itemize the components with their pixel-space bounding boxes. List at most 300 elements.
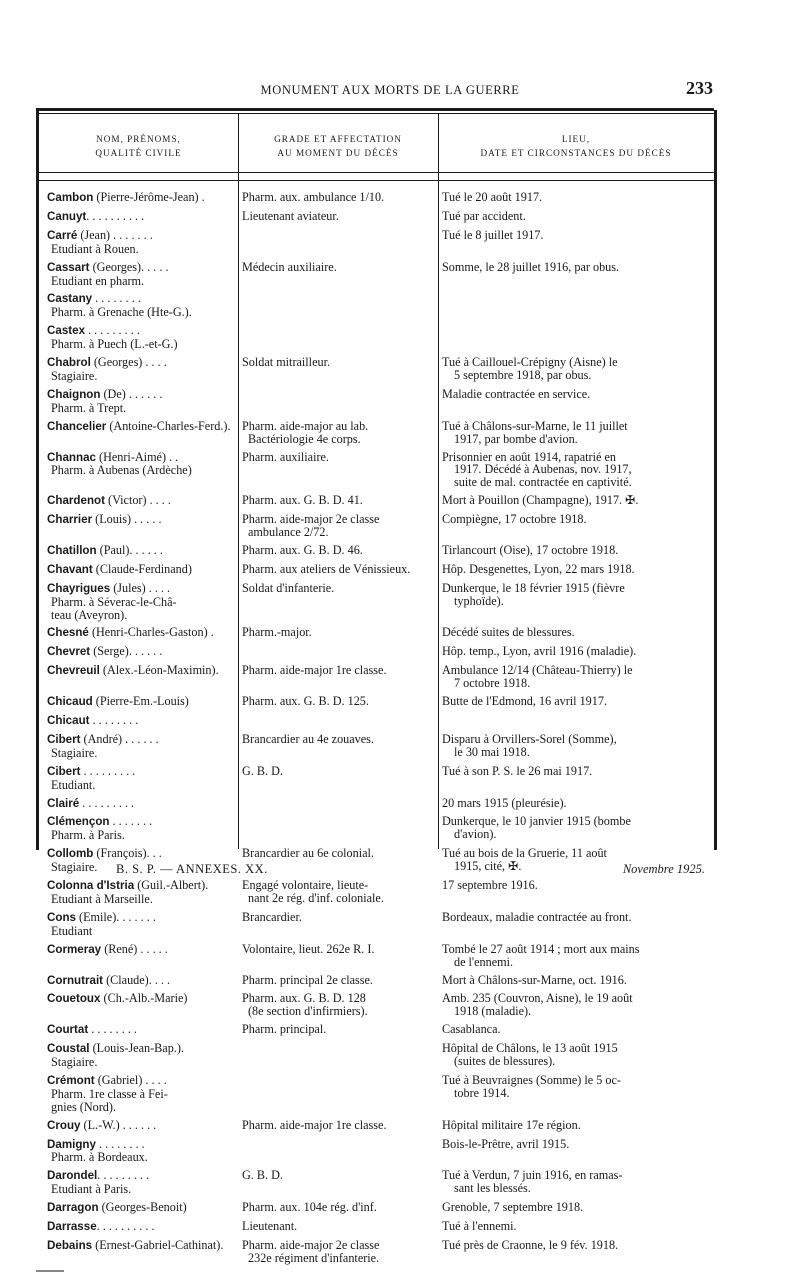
grade-line: nant 2e rég. d'inf. coloniale. [248,890,384,905]
place-line: Mort à Pouillon (Champagne), 1917. ✠. [442,493,639,508]
surname: Darondel [47,1169,98,1183]
place-cell [438,879,714,906]
place-cell [438,1239,714,1265]
grade-line: Pharm. aux. G. B. D. 46. [242,542,363,557]
place-cell [438,1074,714,1114]
grade-line: Pharm. aux. 104e rég. d'inf. [242,1200,377,1215]
name-cell [39,544,238,558]
given-names: (Antoine-Charles-Ferd.). [106,418,231,433]
place-line: sant les blessés. [454,1181,531,1196]
civil-quality: Stagiaire. [51,745,98,760]
surname: Darrasse [47,1220,97,1234]
page-number: 233 [686,78,713,98]
given-names: (Emile). . . . . . . [75,909,156,924]
given-names: (Georges). . . . . [89,259,169,274]
grade-cell [238,451,438,490]
grade-line: Pharm. principal 2e classe. [242,972,373,987]
given-names: (Ernest-Gabriel-Cathinat). [92,1238,224,1252]
place-line: Tué à Caillouel-Crépigny (Aisne) le [442,355,618,370]
place-cell [438,494,714,508]
given-names: (Georges-Benoit) [98,1200,187,1215]
place-line: 1917, par bombe d'avion. [454,431,578,446]
place-line: Mort à Châlons-sur-Marne, oct. 1916. [442,972,627,987]
surname: Cornutrait [47,973,104,987]
civil-quality: Etudiant à Marseille. [51,891,153,906]
grade-cell [238,210,438,224]
name-cell [39,1239,238,1265]
table-row [39,733,714,760]
place-line: Tirlancourt (Oise), 17 octobre 1918. [442,542,619,557]
place-cell [438,582,714,622]
table-row [39,261,714,288]
place-cell [438,974,714,988]
civil-quality: Etudiant en pharm. [51,273,145,288]
surname: Cibert [47,732,81,746]
column-header-place: LIEU, DATE ET CIRCONSTANCES DU DÉCÈS [480,134,672,158]
name-cell [39,494,238,508]
place-line: Maladie contractée en service. [442,386,591,401]
place-cell [438,513,714,539]
place-line: 5 septembre 1918, par obus. [454,367,592,382]
place-line: Disparu à Orvillers-Sorel (Somme), [442,731,617,746]
given-names: (Henri-Charles-Gaston) . [88,625,214,640]
place-line: 1915, cité, ✠. [454,859,522,874]
grade-cell [238,992,438,1018]
place-line: tobre 1914. [454,1085,510,1100]
given-names: (Jules) . . . . [110,580,171,595]
grade-cell [238,582,438,622]
surname: Chardenot [47,494,105,508]
place-line: Tué par accident. [442,208,526,223]
grade-line: Pharm. auxiliaire. [242,449,329,464]
surname: Chavant [47,562,93,576]
given-names: (André) . . . . . . [80,731,159,746]
grade-line: Volontaire, lieut. 262e R. I. [242,941,375,956]
table-row [39,229,714,256]
surname: Chatillon [47,543,97,557]
table-row [39,1239,714,1265]
civil-quality: Pharm. à Séverac-le-Châ- [51,594,177,609]
grade-line: G. B. D. [242,1168,283,1183]
grade-cell [238,191,438,205]
civil-quality: Stagiaire. [51,368,98,383]
name-cell [39,765,238,792]
place-line: Tué le 20 août 1917. [442,190,543,204]
surname: Debains [47,1239,93,1252]
grade-cell [238,695,438,709]
civil-quality: Stagiaire. [51,860,98,875]
table-row [39,765,714,792]
place-line: Tué au bois de la Gruerie, 11 août [442,846,607,861]
table-row [39,1201,714,1215]
grade-line: Soldat d'infanterie. [242,580,335,595]
given-names: (Pierre-Jérôme-Jean) . [93,190,205,204]
place-cell [438,714,714,728]
table-row [39,1023,714,1037]
table-row [39,797,714,811]
place-cell [438,1201,714,1215]
grade-cell [238,974,438,988]
name-cell [39,733,238,760]
place-line: Grenoble, 7 septembre 1918. [442,1200,584,1215]
place-line: Somme, le 28 juillet 1916, par obus. [442,259,620,274]
name-cell [39,626,238,640]
place-cell [438,664,714,690]
table-row [39,879,714,906]
name-cell [39,1169,238,1196]
surname: Clairé [47,796,80,810]
table-row [39,544,714,558]
grade-cell [238,356,438,383]
table-row [39,1119,714,1133]
given-names: . . . . . . . . [88,1022,137,1037]
place-cell [438,1169,714,1196]
place-cell [438,645,714,659]
place-line: Tué à Verdun, 7 juin 1916, en ramas- [442,1168,623,1183]
place-line: 1917. Décédé à Aubenas, nov. 1917, [454,462,632,477]
given-names: . . . . . . . . . . [96,1219,155,1234]
civil-quality: Pharm. à Bordeaux. [51,1150,148,1165]
table-row [39,420,714,446]
grade-cell [238,879,438,906]
given-names: (Georges) . . . . [90,355,167,370]
surname: Castany [47,292,93,306]
surname: Clémençon [47,815,110,829]
given-names: (L.-W.) . . . . . . [80,1117,157,1132]
place-line: 1918 (maladie). [454,1004,532,1019]
grade-line: Pharm.-major. [242,625,312,640]
civil-quality: Pharm. à Paris. [51,828,125,843]
grade-cell [238,324,438,351]
given-names: . . . . . . . . . [85,323,140,338]
header-separator [39,172,714,173]
name-cell [39,797,238,811]
name-cell [39,229,238,256]
grade-cell [238,563,438,577]
place-line: Tué à Châlons-sur-Marne, le 11 juillet [442,418,628,433]
name-cell [39,1042,238,1069]
grade-cell [238,292,438,319]
name-cell [39,191,238,205]
civil-quality: gnies (Nord). [51,1099,116,1114]
given-names: (Serge). . . . . . [90,644,163,659]
civil-quality: Stagiaire. [51,1055,98,1070]
table-row [39,1169,714,1196]
name-cell [39,356,238,383]
name-cell [39,210,238,224]
grade-line: Lieutenant. [242,1219,298,1234]
place-line: suite de mal. contractée en captivité. [454,475,632,490]
grade-cell [238,1239,438,1265]
civil-quality: teau (Aveyron). [51,607,128,622]
table-row [39,210,714,224]
grade-cell [238,626,438,640]
place-cell [438,797,714,811]
civil-quality: Pharm. à Trept. [51,400,127,415]
name-cell [39,292,238,319]
surname: Cambon [47,191,94,204]
table-row [39,563,714,577]
civil-quality: Pharm. à Grenache (Hte-G.). [51,305,192,320]
given-names: (Gabriel) . . . . [94,1072,167,1087]
name-cell [39,1023,238,1037]
place-line: Hôpital militaire 17e région. [442,1117,581,1132]
surname: Chicaud [47,695,93,709]
table-row [39,1042,714,1069]
grade-cell [238,1023,438,1037]
table-row [39,714,714,728]
grade-cell [238,1201,438,1215]
table-row [39,513,714,539]
surname: Castex [47,324,86,338]
grade-line: Pharm. aux. G. B. D. 125. [242,694,369,709]
name-cell [39,645,238,659]
grade-cell [238,544,438,558]
place-cell [438,1119,714,1133]
grade-line: Pharm. aux. ambulance 1/10. [242,190,385,204]
given-names: (Jean) . . . . . . . [77,227,153,242]
table-row [39,582,714,622]
place-cell [438,451,714,490]
place-cell [438,815,714,842]
grade-line: Bactériologie 4e corps. [248,431,361,446]
place-line: Ambulance 12/14 (Château-Thierry) le [442,663,633,678]
name-cell [39,879,238,906]
grade-line: ambulance 2/72. [248,525,329,540]
civil-quality: Pharm. à Aubenas (Ardèche) [51,463,192,478]
grade-line: Pharm. aux. G. B. D. 41. [242,493,363,508]
surname: Chevret [47,645,91,659]
place-line: Bois-le-Prêtre, avril 1915. [442,1136,570,1151]
column-header-grade: GRADE ET AFFECTATION AU MOMENT DU DÉCÈS [274,134,402,158]
place-line: Compiègne, 17 octobre 1918. [442,512,587,527]
place-cell [438,733,714,760]
name-cell [39,911,238,938]
grade-cell [238,797,438,811]
name-cell [39,563,238,577]
name-cell [39,451,238,490]
table-row [39,974,714,988]
grade-line: Pharm. aide-major 2e classe [242,512,380,527]
table-row [39,943,714,969]
given-names: (Paul). . . . . . [96,542,163,557]
place-line: Dunkerque, le 10 janvier 1915 (bombe [442,814,631,829]
grade-line: Pharm. aux. G. B. D. 128 [242,991,366,1006]
page-corner-mark [36,1270,64,1272]
surname: Damigny [47,1137,96,1151]
place-line: Amb. 235 (Couvron, Aisne), le 19 août [442,991,633,1006]
grade-line: Pharm. principal. [242,1022,327,1037]
given-names: (Louis-Jean-Bap.). [89,1041,184,1056]
given-names: (Claude-Ferdinand) [92,561,192,576]
place-line: Hôp. temp., Lyon, avril 1916 (maladie). [442,644,637,659]
surname: Cassart [47,260,90,274]
given-names: (Alex.-Léon-Maximin). [99,663,219,678]
place-line: Tombé le 27 août 1914 ; mort aux mains [442,941,640,956]
table-row [39,1220,714,1234]
place-line: Hôpital de Châlons, le 13 août 1915 [442,1041,618,1056]
surname: Chancelier [47,419,107,433]
given-names: (De) . . . . . . [100,386,163,401]
grade-line: G. B. D. [242,763,283,778]
grade-line: Soldat mitrailleur. [242,355,331,370]
place-line: Dunkerque, le 18 février 1915 (fièvre [442,580,625,595]
grade-cell [238,765,438,792]
grade-line: Pharm. aide-major 2e classe [242,1238,380,1252]
table-row [39,388,714,415]
surname: Chesné [47,626,89,640]
given-names: (Ch.-Alb.-Marie) [100,991,188,1006]
grade-cell [238,664,438,690]
place-cell [438,324,714,351]
table-row [39,191,714,205]
entries-table [39,191,714,1265]
grade-cell [238,229,438,256]
surname: Colonna d'Istria [47,879,135,893]
place-cell [438,695,714,709]
given-names: . . . . . . . [109,814,153,829]
surname: Channac [47,450,96,464]
surname: Darragon [47,1201,99,1215]
name-cell [39,1220,238,1234]
table-row [39,324,714,351]
grade-line: Médecin auxiliaire. [242,259,337,274]
grade-cell [238,1138,438,1165]
grade-cell [238,513,438,539]
surname: Collomb [47,847,94,861]
place-cell [438,1042,714,1069]
grade-cell [238,714,438,728]
place-cell [438,191,714,205]
given-names: (Louis) . . . . . [92,512,162,527]
place-line: Prisonnier en août 1914, rapatrié en [442,449,616,464]
place-cell [438,544,714,558]
civil-quality: Pharm. à Puech (L.-et-G.) [51,337,178,352]
grade-line: (8e section d'infirmiers). [248,1004,368,1019]
grade-cell [238,847,438,874]
place-line: Casablanca. [442,1022,501,1037]
place-cell [438,765,714,792]
table-row [39,645,714,659]
table-row [39,1074,714,1114]
name-cell [39,714,238,728]
place-cell [438,229,714,256]
grade-cell [238,1220,438,1234]
place-line: Hôp. Desgenettes, Lyon, 22 mars 1918. [442,561,635,576]
given-names: (François). . . [93,846,162,861]
grade-cell [238,261,438,288]
name-cell [39,974,238,988]
surname: Charrier [47,513,93,527]
name-cell [39,420,238,446]
footer-right: Novembre 1925. [622,862,705,876]
place-line: Tué à son P. S. le 26 mai 1917. [442,763,593,778]
table-row [39,911,714,938]
grade-cell [238,1042,438,1069]
civil-quality: Pharm. 1re classe à Fei- [51,1086,168,1101]
place-line: Tué près de Craonne, le 9 fév. 1918. [442,1238,619,1252]
place-cell [438,261,714,288]
name-cell [39,943,238,969]
surname: Courtat [47,1023,89,1037]
grade-cell [238,1169,438,1196]
grade-cell [238,911,438,938]
surname: Cons [47,910,76,924]
name-cell [39,388,238,415]
grade-cell [238,815,438,842]
grade-cell [238,943,438,969]
given-names: (Pierre-Em.-Louis) [92,694,189,709]
name-cell [39,1138,238,1165]
table-row [39,451,714,490]
table-row [39,992,714,1018]
table-row [39,292,714,319]
place-cell [438,210,714,224]
name-cell [39,664,238,690]
grade-cell [238,494,438,508]
place-line: d'avion). [454,827,497,842]
name-cell [39,695,238,709]
surname: Chaignon [47,387,101,401]
surname: Crouy [47,1118,81,1132]
grade-cell [238,1074,438,1114]
place-cell [438,1023,714,1037]
surname: Chevreuil [47,664,100,678]
name-cell [39,992,238,1018]
place-line: (suites de blessures). [454,1054,556,1069]
place-line: 7 octobre 1918. [454,676,531,691]
civil-quality: Etudiant à Paris. [51,1182,132,1197]
place-line: le 30 mai 1918. [454,744,530,759]
surname: Crémont [47,1073,95,1087]
place-line: Tué le 8 juillet 1917. [442,227,544,242]
running-title: MONUMENT AUX MORTS DE LA GUERRE [260,83,520,97]
surname: Carré [47,228,78,242]
grade-line: Lieutenant aviateur. [242,208,339,223]
given-names: (Henri-Aimé) . . [95,449,179,464]
place-line: Tué à Beuvraignes (Somme) le 5 oc- [442,1072,621,1087]
name-cell [39,582,238,622]
surname: Chayrigues [47,581,111,595]
civil-quality: Etudiant [51,923,93,938]
table-row [39,1138,714,1165]
surname: Coustal [47,1042,90,1056]
grade-line: 232e régiment d'infanterie. [248,1250,380,1265]
given-names: (Claude). . . . [103,972,171,987]
grade-line: Brancardier au 4e zouaves. [242,731,374,746]
place-cell [438,388,714,415]
grade-line: Brancardier. [242,909,302,924]
given-names: . . . . . . . . [92,291,141,306]
given-names: . . . . . . . . [89,713,139,727]
place-cell [438,943,714,969]
place-line: de l'ennemi. [454,954,514,969]
place-cell [438,1220,714,1234]
grade-cell [238,733,438,760]
place-cell [438,992,714,1018]
given-names: (René) . . . . . [101,941,168,956]
grade-cell [238,420,438,446]
column-header-name: NOM, PRÉNOMS, QUALITÉ CIVILE [95,134,182,158]
place-cell [438,563,714,577]
place-cell [438,1138,714,1165]
given-names: . . . . . . . . . [97,1168,150,1183]
place-cell [438,911,714,938]
name-cell [39,1074,238,1114]
table-row [39,815,714,842]
given-names: (Victor) . . . . [104,493,171,508]
surname: Chabrol [47,356,91,370]
